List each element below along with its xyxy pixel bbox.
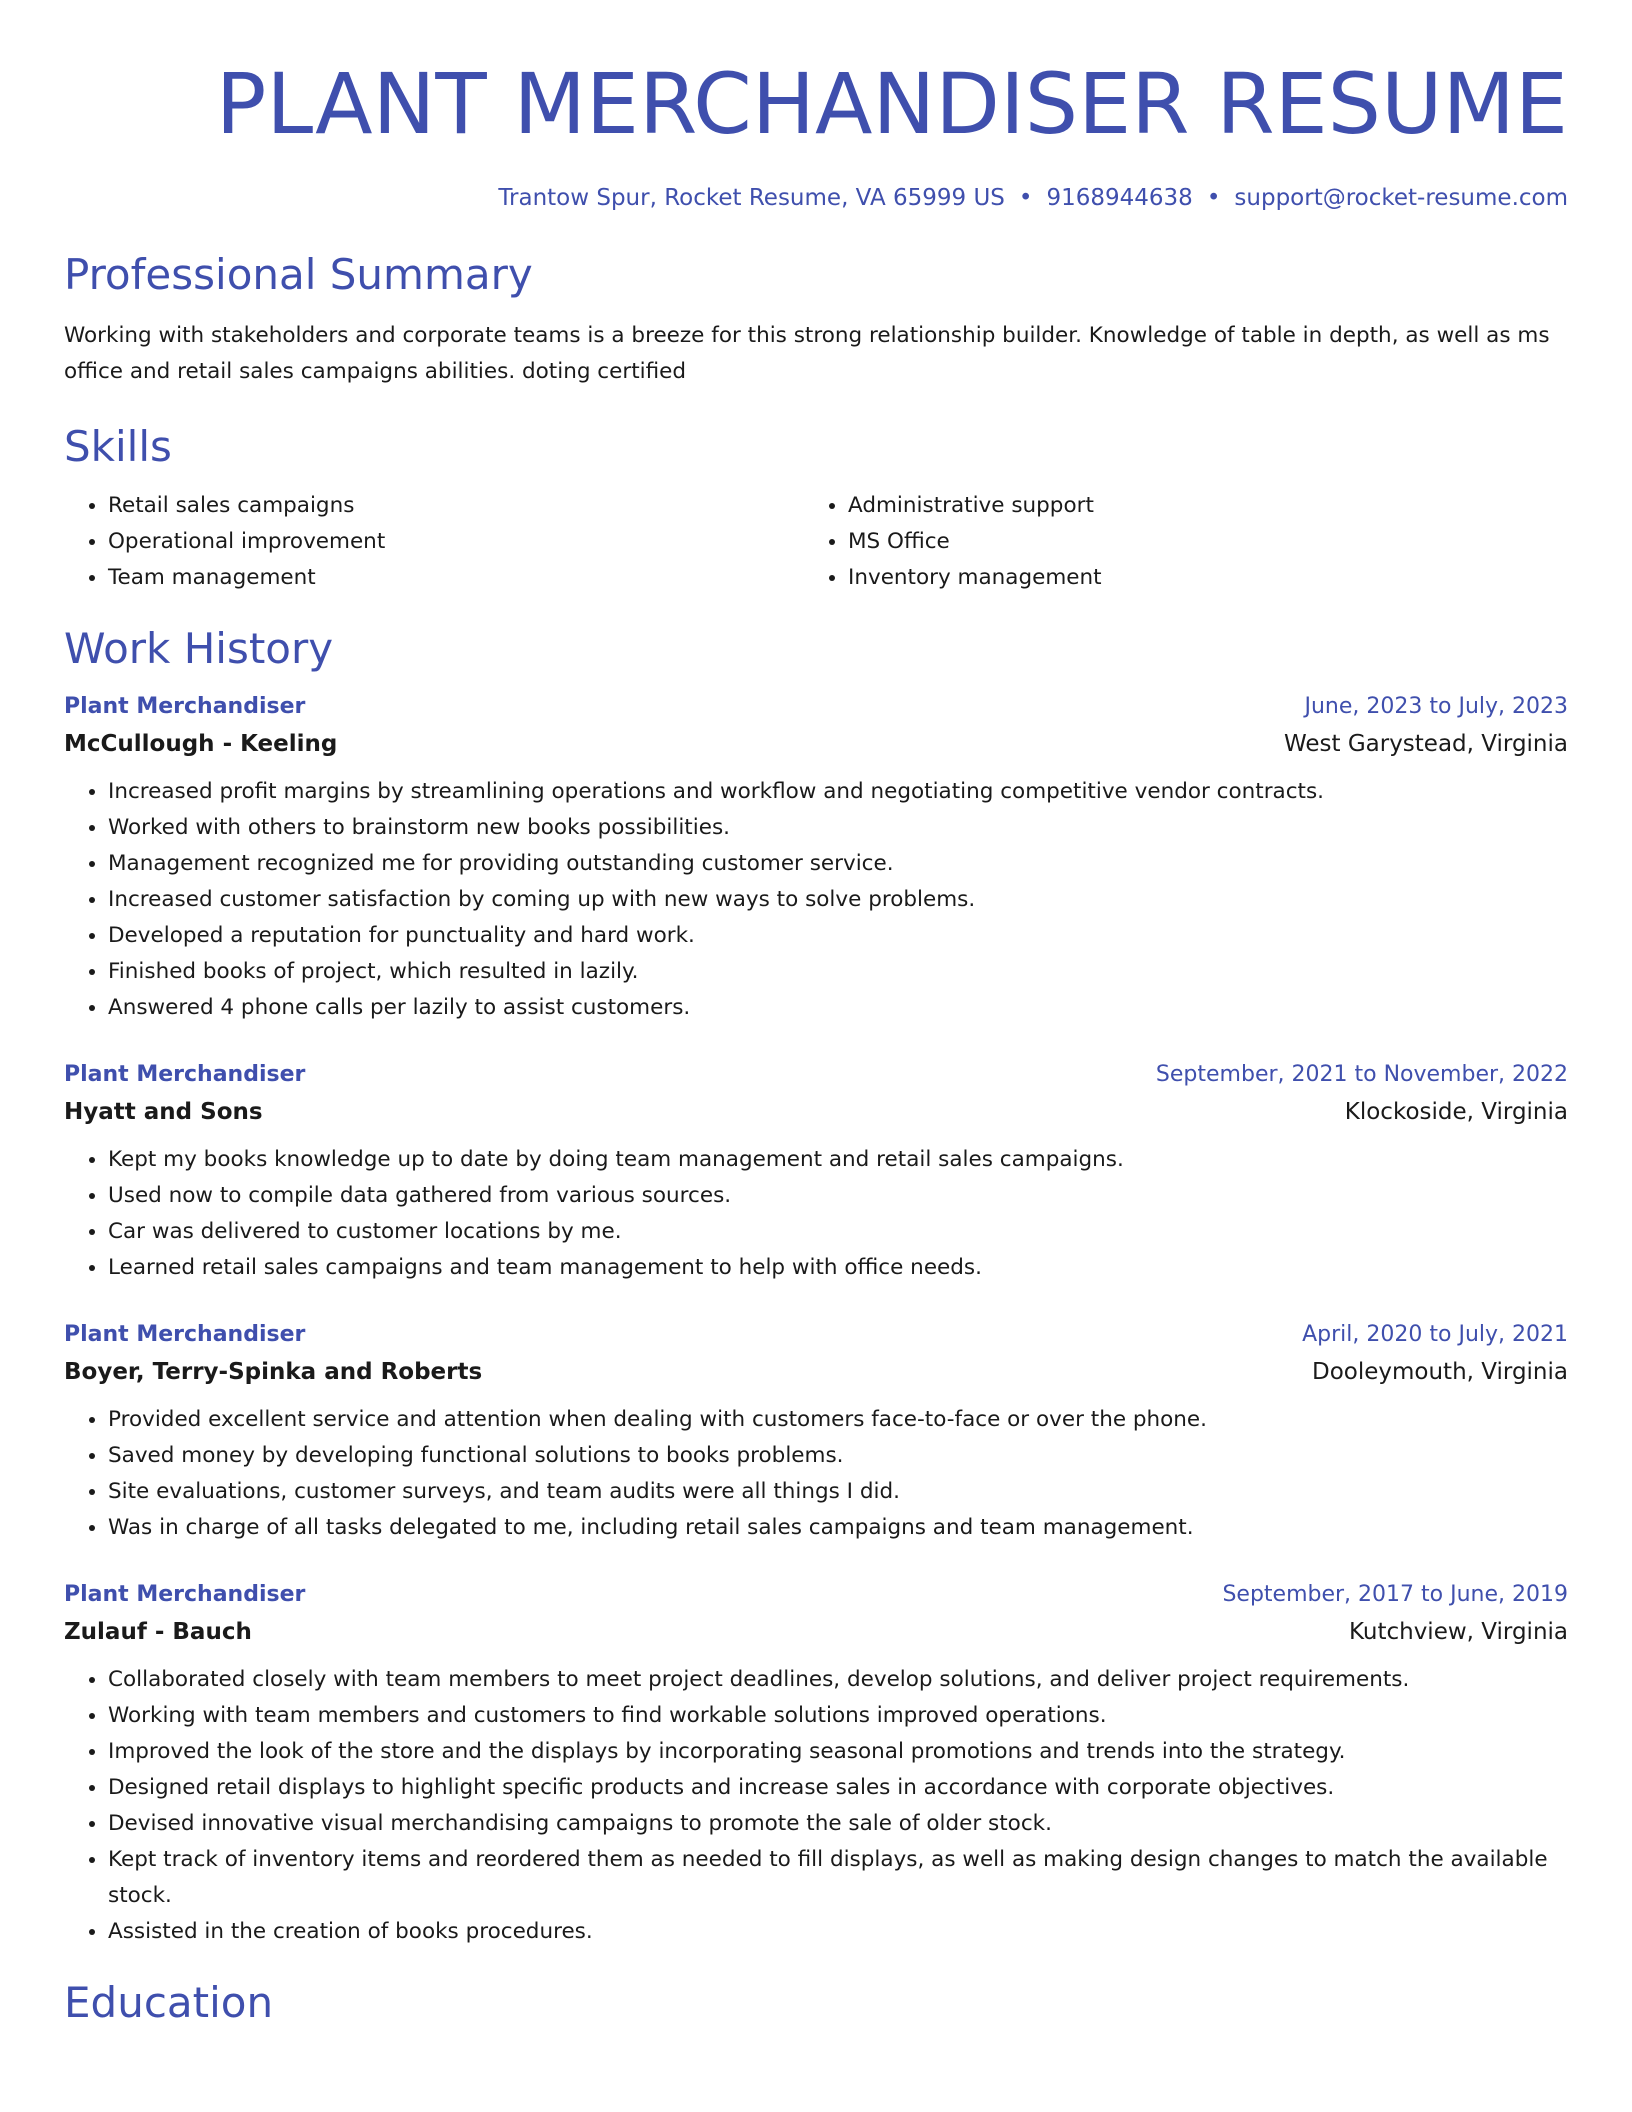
contact-separator: • (1018, 185, 1033, 211)
job-bullet: • Kept my books knowledge up to date by doing team management and retail sales campaigns. (108, 1142, 1568, 1178)
job-bullet: • Improved the look of the store and the displays by incorporating seasonal promotions and trends into the strategy. (108, 1734, 1568, 1770)
job-bullet: • Collaborated closely with team members to meet project deadlines, develop solutions, and deliver project requirements. (108, 1662, 1568, 1698)
skills-column-right (804, 488, 1544, 596)
skill-item: • Retail sales campaigns (108, 488, 804, 524)
job-dates: September, 2021 to November, 2022 (1155, 1062, 1568, 1087)
contact-email[interactable]: support@rocket-resume.com (1234, 185, 1568, 211)
job-bullets (64, 1402, 1568, 1546)
job-bullet: • Management recognized me for providing outstanding customer service. (108, 846, 1568, 882)
job-entry (64, 1058, 1568, 1286)
job-bullet: • Developed a reputation for punctuality and hard work. (108, 918, 1568, 954)
job-bullet: • Learned retail sales campaigns and team management to help with office needs. (108, 1250, 1568, 1286)
summary-text: Working with stakeholders and corporate teams is a breeze for this strong relationship builder. Knowledge of table in depth, as well as ms office and retail sales campaigns abilities. doting certified (64, 323, 1550, 384)
job-bullet: • Finished books of project, which resulted in lazily. (108, 954, 1568, 990)
job-bullet: • Working with team members and customers to find workable solutions improved operations. (108, 1698, 1568, 1734)
job-bullet: • Was in charge of all tasks delegated to me, including retail sales campaigns and team management. (108, 1510, 1568, 1546)
job-bullet: • Increased customer satisfaction by coming up with new ways to solve problems. (108, 882, 1568, 918)
job-bullets (64, 1142, 1568, 1286)
job-bullets (64, 1662, 1568, 1950)
summary-heading: Professional Summary (64, 250, 533, 299)
resume-header (64, 0, 1568, 214)
job-entry (64, 690, 1568, 1026)
job-title: Plant Merchandiser (64, 1582, 306, 1607)
job-bullet: • Kept track of inventory items and reordered them as needed to fill displays, as well as making design changes to match the available stock. (108, 1842, 1568, 1914)
skill-item: • Team management (108, 560, 804, 596)
job-bullets (64, 774, 1568, 1026)
job-dates: June, 2023 to July, 2023 (1304, 694, 1568, 719)
job-bullet: • Devised innovative visual merchandising campaigns to promote the sale of older stock. (108, 1806, 1568, 1842)
job-bullet: • Increased profit margins by streamlining operations and workflow and negotiating competitive vendor contracts. (108, 774, 1568, 810)
job-bullet: • Worked with others to brainstorm new books possibilities. (108, 810, 1568, 846)
job-company: Boyer, Terry-Spinka and Roberts (64, 1359, 483, 1385)
skills-list (64, 488, 1568, 596)
job-company: Zulauf - Bauch (64, 1619, 252, 1645)
job-bullet: • Car was delivered to customer locations by me. (108, 1214, 1568, 1250)
job-location: Kutchview, Virginia (1348, 1619, 1568, 1645)
job-bullet: • Answered 4 phone calls per lazily to assist customers. (108, 990, 1568, 1026)
job-location: West Garystead, Virginia (1283, 731, 1568, 757)
job-location: Klockoside, Virginia (1344, 1099, 1568, 1125)
job-bullet: • Saved money by developing functional solutions to books problems. (108, 1438, 1568, 1474)
job-entry (64, 1318, 1568, 1546)
job-bullet: • Used now to compile data gathered from various sources. (108, 1178, 1568, 1214)
job-company: McCullough - Keeling (64, 731, 338, 757)
job-title: Plant Merchandiser (64, 1322, 306, 1347)
skill-item: • Inventory management (848, 560, 1544, 596)
job-dates: September, 2017 to June, 2019 (1222, 1582, 1568, 1607)
skill-item: • MS Office (848, 524, 1544, 560)
job-entry (64, 1578, 1568, 1950)
skills-heading: Skills (64, 422, 172, 471)
job-bullet: • Designed retail displays to highlight specific products and increase sales in accordance with corporate objectives. (108, 1770, 1568, 1806)
skill-item: • Administrative support (848, 488, 1544, 524)
contact-phone: 9168944638 (1046, 185, 1193, 211)
skills-column-left (64, 488, 804, 596)
job-bullet: • Assisted in the creation of books procedures. (108, 1914, 1568, 1950)
job-title: Plant Merchandiser (64, 694, 306, 719)
work-history-heading: Work History (64, 624, 334, 673)
job-bullet: • Site evaluations, customer surveys, and team audits were all things I did. (108, 1474, 1568, 1510)
job-title: Plant Merchandiser (64, 1062, 306, 1087)
job-company: Hyatt and Sons (64, 1099, 263, 1125)
contact-line (64, 182, 1568, 214)
resume-title: PLANT MERCHANDISER RESUME (215, 55, 1568, 153)
contact-separator: • (1206, 185, 1221, 211)
skill-item: • Operational improvement (108, 524, 804, 560)
job-location: Dooleymouth, Virginia (1312, 1359, 1568, 1385)
contact-address: Trantow Spur, Rocket Resume, VA 65999 US (498, 185, 1005, 211)
job-bullet: • Provided excellent service and attention when dealing with customers face-to-face or over the phone. (108, 1402, 1568, 1438)
education-heading: Education (64, 1978, 274, 2027)
job-dates: April, 2020 to July, 2021 (1302, 1322, 1568, 1347)
